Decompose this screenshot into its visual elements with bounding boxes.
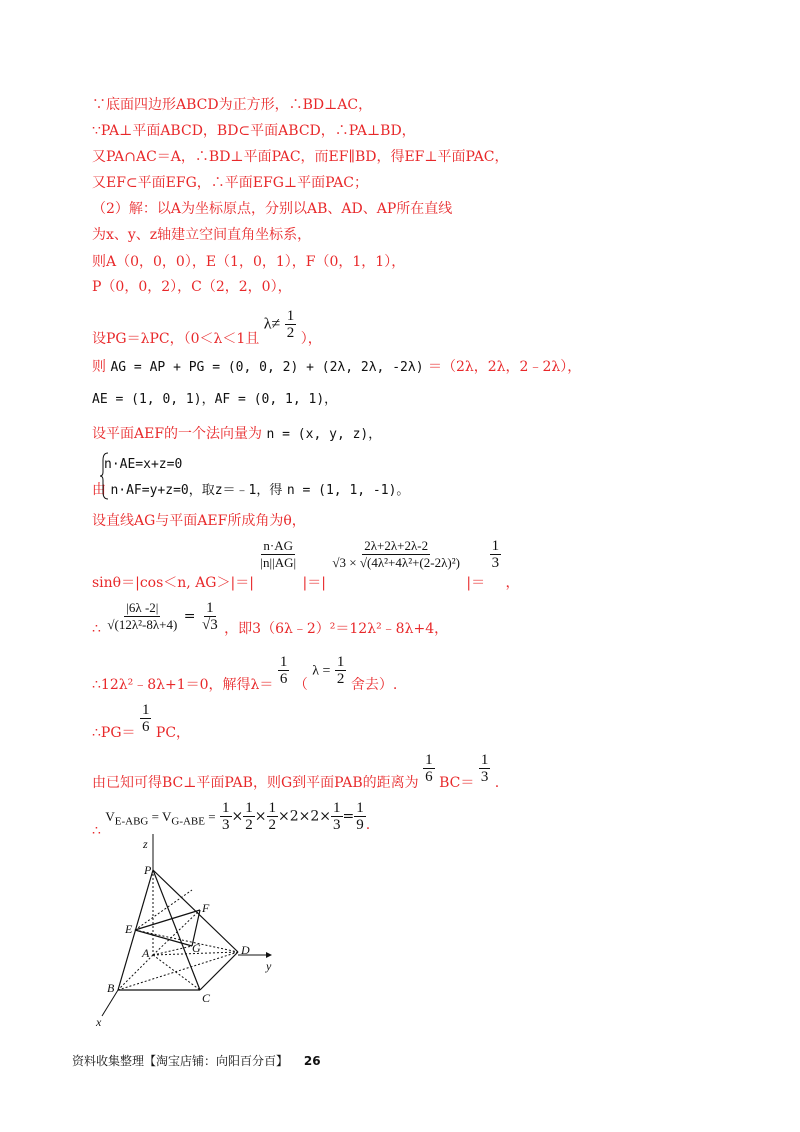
fraction [243, 800, 255, 833]
solution-line: 又PA∩AC＝A，∴BD⊥平面PAC，而EF∥BD，得EF⊥平面PAC， [92, 149, 509, 165]
fraction [140, 702, 152, 735]
label-B: B [107, 981, 115, 995]
numerator: 1 [222, 800, 230, 816]
fraction [335, 654, 347, 687]
equals-sign: = [183, 608, 196, 625]
lambda-eq: λ = [312, 663, 331, 679]
equation: n·AE=x+z=0 [104, 457, 183, 472]
label-P: P [144, 863, 152, 877]
solution-line: P（0，0，2），C（2，2，0）， [92, 279, 292, 295]
solution-line: 又EF⊂平面EFG，∴平面EFG⊥平面PAC； [92, 175, 369, 191]
subscript: G-ABE [171, 815, 205, 828]
solution-line [92, 752, 500, 791]
denominator: |n||AG| [260, 555, 297, 570]
fraction [200, 600, 220, 633]
line-text: 设平面AEF的一个法向量为 [92, 426, 263, 442]
denominator: 3 [491, 555, 500, 571]
numerator: 1 [480, 752, 489, 768]
solution-line: ∵底面四边形ABCD为正方形，∴BD⊥AC， [92, 97, 373, 113]
label-G: G [192, 941, 201, 955]
numerator: 1 [425, 752, 433, 768]
equation: n·AF=y+z=0，取z＝﹣1，得 [110, 483, 283, 498]
fraction [330, 538, 462, 571]
fraction [258, 538, 298, 571]
solution-line: 设直线AG与平面AEF所成角为θ， [92, 513, 306, 529]
line-text: ∴ [92, 822, 101, 839]
page-footer [72, 1052, 321, 1069]
brace-icon [100, 452, 110, 500]
solution-line [92, 390, 337, 409]
fraction [278, 654, 290, 687]
label-F: F [202, 901, 210, 915]
solution-line: 为x、y、z轴建立空间直角坐标系， [92, 227, 312, 243]
line-text: 舍去）. [350, 676, 398, 693]
label-E: E [125, 922, 133, 936]
numerator: |6λ -2| [126, 600, 159, 615]
line-text: sinθ＝|cos＜n, AG＞|＝| [92, 574, 254, 591]
solution-line [92, 425, 381, 444]
line-text: ＝（2λ，2λ，2﹣2λ）， [427, 359, 582, 375]
footer-text: 资料收集整理【淘宝店铺：向阳百分百】 [72, 1054, 289, 1068]
solution-line [92, 702, 191, 741]
solution-line [92, 358, 581, 377]
denominator: 2 [286, 325, 295, 341]
solution-line [92, 538, 520, 591]
numerator: 1 [336, 654, 345, 670]
fraction [479, 752, 491, 785]
edge-EG [135, 930, 192, 946]
edge-EF [135, 910, 200, 930]
line-text: ∴12λ²﹣8λ+1＝0，解得λ＝ [92, 676, 274, 693]
denominator: 9 [356, 817, 364, 833]
normal-vector-result: n = (1, 1, -1)。 [286, 483, 410, 498]
solution-line: 则A（0，0，0），E（1，0，1），F（0，1，1）， [92, 254, 406, 270]
edge-ED [135, 930, 238, 952]
vector-values: AE = (1, 0, 1)，AF = (0, 1, 1)， [92, 392, 338, 407]
denominator: √3 [201, 617, 218, 633]
solution-line [92, 600, 449, 637]
label-x: x [96, 1015, 102, 1029]
denominator: 2 [336, 671, 345, 687]
denominator: √3 × √(4λ²+4λ²+(2-2λ)²) [332, 555, 460, 570]
line-text: PC， [155, 724, 191, 741]
numerator: 1 [279, 654, 288, 670]
denominator: √(12λ²-8λ+4) [107, 617, 178, 632]
label-y: y [266, 959, 272, 973]
edge-BD [118, 952, 238, 990]
line-text: 设PG＝λPC，（0＜λ＜1且 [92, 330, 260, 347]
pyramid-figure [88, 830, 288, 1030]
solution-line [92, 308, 322, 347]
line-text: 由 [92, 482, 106, 498]
line-text: ∴PG＝ [92, 724, 136, 741]
solution-line: （2）解：以A为坐标原点，分别以AB、AD、AP所在直线 [92, 201, 453, 217]
page-number: 26 [303, 1054, 321, 1068]
numerator: 1 [491, 538, 500, 554]
vector-equation: AG = AP + PG = (0, 0, 2) + (2λ, 2λ, -2λ) [110, 360, 424, 375]
line-text: ）， [300, 330, 322, 347]
line-text: ， [505, 574, 520, 591]
label-z: z [143, 837, 148, 851]
line-text: ∴ [92, 620, 101, 637]
numerator: 1 [206, 600, 214, 616]
fraction [490, 538, 502, 571]
volume-symbol: V [161, 808, 172, 824]
fraction [354, 800, 366, 833]
line-text: . [494, 774, 500, 791]
numerator: 1 [141, 702, 150, 718]
denominator: 6 [425, 769, 433, 785]
equation-system-top [104, 455, 182, 474]
solution-line: ∴ $V_{E-ABG} = V_{G-ABE}$ = $\frac{1}{3}$ × $\frac{1}{2}$ × $\frac{1}{2}$ ×2×2× $\frac{1}{3}$ = $\frac{1}{9}$ . [92, 800, 371, 839]
denominator: 3 [333, 817, 341, 833]
line-text: BC＝ [439, 774, 475, 791]
denominator: 3 [222, 817, 230, 833]
label-A: A [142, 946, 150, 960]
solution-line [92, 481, 409, 500]
volume-expr: $V_{E-ABG} = V_{G-ABE}$ = [105, 808, 216, 828]
numerator: 1 [286, 308, 295, 324]
line-text: 则 [92, 359, 106, 375]
numerator: n·AG [263, 538, 294, 553]
denominator: 2 [268, 817, 276, 833]
lambda-neq: λ≠ [263, 315, 281, 333]
label-C: C [202, 991, 211, 1005]
subscript: E-ABG [114, 815, 149, 828]
solution-line: ∵PA⊥平面ABCD，BD⊂平面ABCD，∴PA⊥BD， [92, 123, 416, 139]
volume-symbol: V [105, 808, 115, 824]
line-text: |＝ [466, 574, 486, 591]
fraction [285, 308, 297, 341]
denominator: 2 [245, 817, 253, 833]
fraction [423, 752, 435, 785]
line-text: 由已知可得BC⊥平面PAB，则G到平面PAB的距离为 [92, 774, 419, 791]
line-text: ，即3（6λ﹣2）²＝12λ²﹣8λ+4， [224, 620, 449, 637]
fraction [331, 800, 343, 833]
numerator: 2λ+2λ+2λ-2 [364, 538, 429, 553]
denominator: 6 [279, 671, 288, 687]
fraction [220, 800, 232, 833]
label-D: D [241, 943, 250, 957]
denominator: 3 [480, 769, 489, 785]
numerator: 1 [356, 800, 364, 816]
denominator: 6 [141, 719, 150, 735]
solution-line [92, 654, 398, 693]
line-text: . [365, 816, 371, 833]
numerator: 1 [245, 800, 253, 816]
numerator: 1 [268, 800, 276, 816]
multiply-terms: ×2×2× [278, 808, 332, 825]
edge-CD [200, 952, 238, 990]
numerator: 1 [333, 800, 341, 816]
normal-vector: n = (x, y, z)， [266, 427, 382, 442]
y-axis-arrow-icon [266, 952, 272, 958]
fraction [105, 600, 179, 633]
line-text: （ [293, 676, 308, 693]
line-text: |＝| [302, 574, 326, 591]
fraction [267, 800, 279, 833]
